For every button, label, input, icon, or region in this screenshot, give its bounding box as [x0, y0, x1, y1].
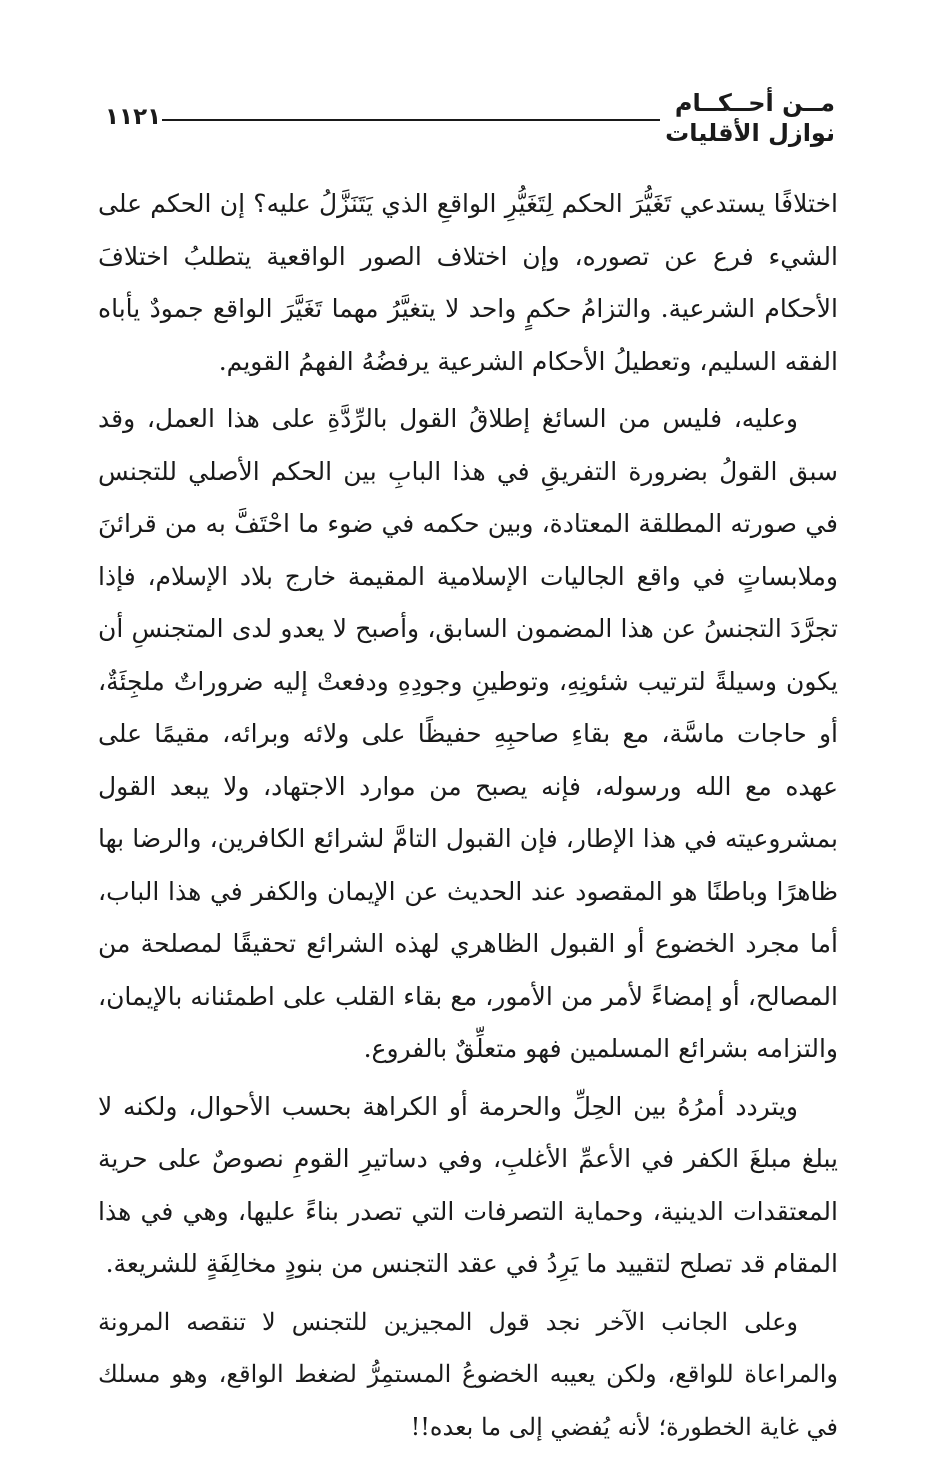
body-text [98, 178, 838, 1458]
paragraph: ويتردد أمرُهُ بين الحِلِّ والحرمة أو الكراهة بحسب الأحوال، ولكنه لا يبلغ مبلغَ الكفر في الأعمِّ الأغلبِ، وفي دساتيرِ القومِ نصوصٌ على حرية المعتقدات الدينية، وحماية التصرفات التي تصدر بناءً عليها، وهي في هذا المقام قد تصلح لتقييد ما يَرِدُ في عقد التجنس من بنودٍ مخالِفَةٍ للشريعة. [98, 1091, 838, 1278]
page-number: ١١٢١ [105, 104, 162, 130]
running-title-line-2: نوازل الأقليات [665, 119, 835, 147]
running-title [665, 88, 835, 148]
running-title-line-1: مــن أحــكــام [674, 89, 835, 117]
paragraph: وعلى الجانب الآخر نجد قول المجيزين للتجنس لا تنقصه المرونة والمراعاة للواقع، ولكن يعيبه الخضوعُ المستمِرُّ لضغط الواقع، وهو مسلك في غاية الخطورة؛ لأنه يُفضي إلى ما بعده!! [98, 1307, 838, 1441]
running-header [105, 88, 835, 160]
header-rule [162, 119, 660, 121]
paragraph: وعليه، فليس من السائغ إطلاقُ القول بالرِّدَّةِ على هذا العمل، وقد سبق القولُ بضرورة التفريقِ في هذا البابِ بين الحكم الأصلي للتجنس في صورته المطلقة المعتادة، وبين حكمه في ضوء ما احْتَفَّ به من قرائنَ وملابساتٍ في واقع الجاليات الإسلامية المقيمة خارج بلاد الإسلام، فإذا تجرَّدَ التجنسُ عن هذا المضمون السابق، وأصبح لا يعدو لدى المتجنسِ أن يكون وسيلةً لترتيب شئونِهِ، وتوطينِ وجودِهِ ودفعتْ إليه ضروراتٌ ملجِئَةٌ، أو حاجات ماسَّة، مع بقاءِ صاحبِهِ حفيظًا على ولائه وبرائه، مقيمًا على عهده مع الله ورسوله، فإنه يصبح من موارد الاجتهاد، ولا يبعد القول بمشروعيته في هذا الإطار، فإن القبول التامَّ لشرائع الكافرين، والرضا بها ظاهرًا وباطنًا هو المقصود عند الحديث عن الإيمان والكفر في هذا الباب، أما مجرد الخضوع أو القبول الظاهري لهذه الشرائع تحقيقًا لمصلحة من المصالح، أو إمضاءً لأمر من الأمور، مع بقاء القلب على اطمئنانه بالإيمان، والتزامه بشرائع المسلمين فهو متعلِّقٌ بالفروع. [98, 404, 838, 1063]
paragraph-continuation: اختلافًا يستدعي تَغَيُّرَ الحكم لِتَغَيُّرِ الواقعِ الذي يَتَنَزَّلُ عليه؟ إن الحكم على الشيء فرع عن تصوره، وإن اختلاف الصور الواقعية يتطلبُ اختلافَ الأحكام الشرعية. والتزامُ حكمٍ واحد لا يتغيَّرُ مهما تَغَيَّرَ الواقع جمودٌ يأباه الفقه السليم، وتعطيلُ الأحكام الشرعية يرفضُهُ الفهمُ القويم. [98, 189, 838, 376]
